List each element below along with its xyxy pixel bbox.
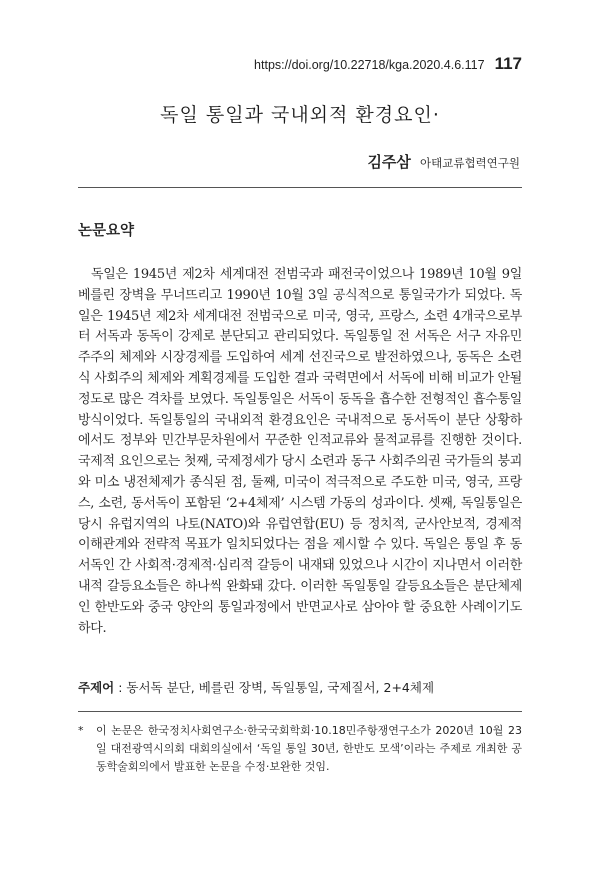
- page-header: [254, 54, 522, 74]
- paper-title: 독일 통일과 국내외적 환경요인·: [160, 104, 440, 126]
- page-number: 117: [494, 54, 522, 73]
- author-block: [367, 151, 520, 172]
- author-name: 김주삼: [367, 153, 411, 171]
- keywords-line: [78, 678, 522, 696]
- abstract-text: 독일은 1945년 제2차 세계대전 전범국과 패전국이었으나 1989년 10월 9일 베를린 장벽을 무너뜨리고 1990년 10월 3일 공식적으로 통일국가가 되었다. 독일은 1945년 제2차 세계대전 전범국으로 미국, 영국, 프랑스, 소련 4개국으로부터 서독과 동독이 강제로 분단되고 관리되었다. 독일통일 전 서독은 서구 자유민주주의 체제와 시장경제를 도입하여 세계 선진국으로 발전하였으나, 동독은 소련식 사회주의 체제와 계획경제를 도입한 결과 국력면에서 서독에 비해 비교가 안될 정도로 많은 격차를 보였다. 독일통일은 서독이 동독을 흡수한 전형적인 흡수통일방식이었다. 독일통일의 국내외적 환경요인은 국내적으로 동서독이 분단 상황하에서도 정부와 민간부문차원에서 꾸준한 인적교류와 물적교류를 진행한 것이다. 국제적 요인으로는 첫째, 국제정세가 당시 소련과 동구 사회주의권 국가들의 붕괴와 미소 냉전체제가 종식된 점, 둘째, 미국이 적극적으로 주도한 미국, 영국, 프랑스, 소련, 동서독이 포함된 ‘2+4체제’ 시스템 가동의 성과이다. 셋째, 독일통일은 당시 유럽지역의 나토(NATO)와 유럽연합(EU) 등 정치적, 군사안보적, 경제적 이해관계와 전략적 목표가 일치되었다는 점을 제시할 수 있다. 독일은 통일 후 동서독인 간 사회적·경제적·심리적 갈등이 내재돼 있었으나 시간이 지나면서 이러한 내적 갈등요소들은 하나씩 완화돼 갔다. 이러한 독일통일 갈등요소들은 분단체제인 한반도와 중국 양안의 통일과정에서 반면교사로 삼아야 할 중요한 사례이기도 하다.: [78, 267, 522, 636]
- footnote: [78, 722, 522, 776]
- keywords-label: 주제어: [78, 680, 115, 695]
- keywords-text: 동서독 분단, 베를린 장벽, 독일통일, 국제질서, 2+4체제: [126, 680, 435, 695]
- footnote-divider: [78, 711, 522, 712]
- top-divider: [78, 187, 522, 188]
- doi-link[interactable]: https://doi.org/10.22718/kga.2020.4.6.117: [254, 58, 485, 72]
- keywords-separator: :: [114, 680, 127, 695]
- author-affiliation: 아태교류협력연구원: [420, 156, 520, 170]
- footnote-mark: *: [78, 724, 84, 737]
- footnote-text: 이 논문은 한국정치사회연구소·한국국회학회·10.18민주항쟁연구소가 2020년 10월 23일 대전광역시의회 대회의실에서 ‘독일 통일 30년, 한반도 모색’이라는 주제로 개최한 공동학술회의에서 발표한 논문을 수정·보완한 것임.: [96, 724, 522, 773]
- abstract-heading: 논문요약: [78, 223, 135, 239]
